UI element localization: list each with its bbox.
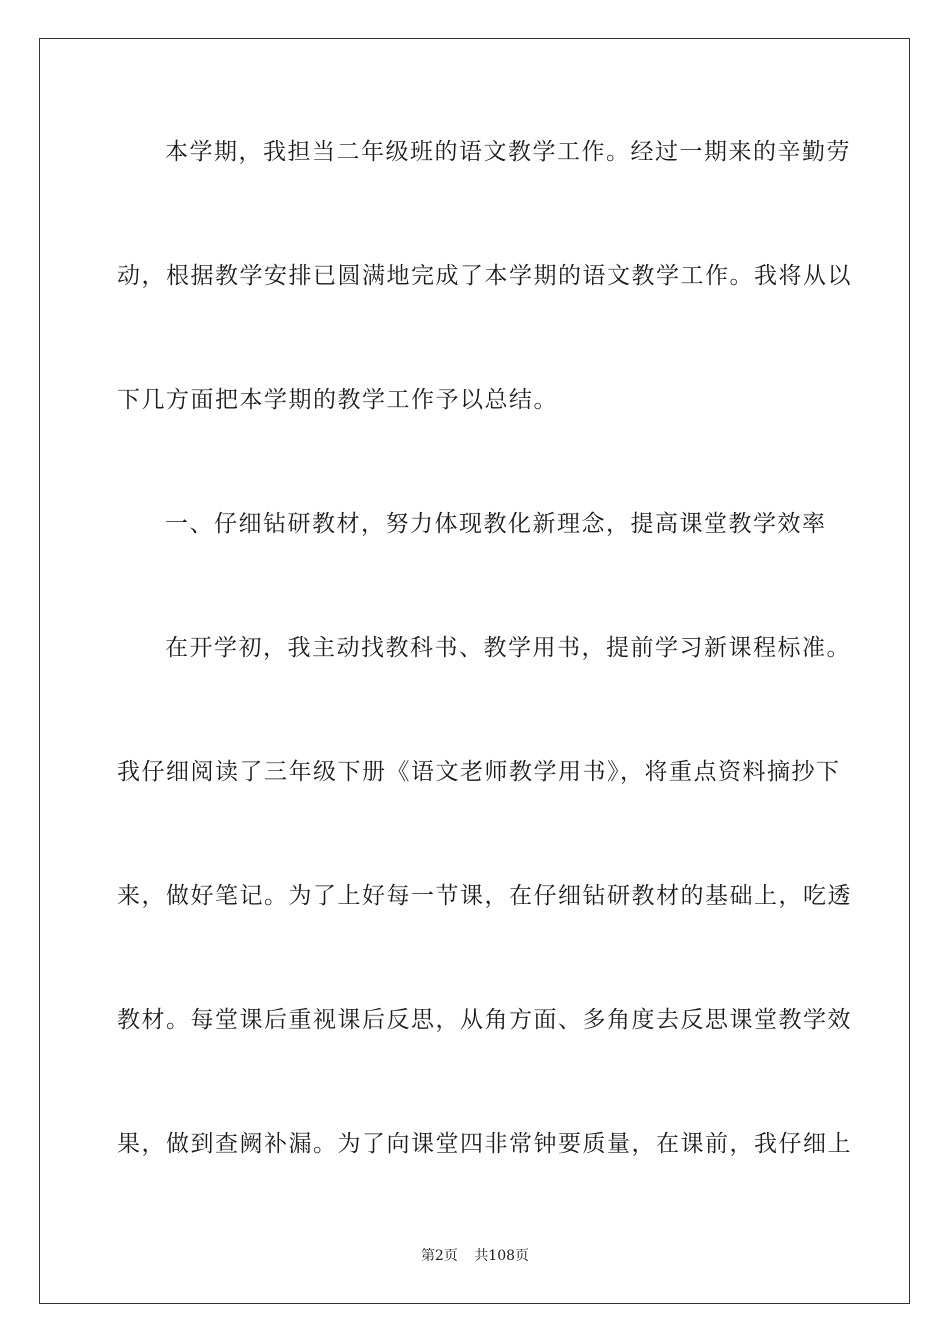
paragraph-2-line-2: 我仔细阅读了三年级下册《语文老师教学用书》，将重点资料摘抄下 xyxy=(117,759,841,785)
page-total: 共108页 xyxy=(474,1248,530,1264)
page-border xyxy=(39,38,910,1304)
page-number: 第2页 xyxy=(420,1248,458,1264)
paragraph-2-line-3: 来，做好笔记。为了上好每一节课，在仔细钻研教材的基础上，吃透 xyxy=(117,883,852,909)
paragraph-2-line-1: 在开学初，我主动找教科书、教学用书，提前学习新课程标准。 xyxy=(165,635,851,661)
page-footer xyxy=(0,1247,950,1265)
paragraph-2-line-4: 教材。每堂课后重视课后反思，从角方面、多角度去反思课堂教学效 xyxy=(117,1007,852,1033)
paragraph-1-line-3: 下几方面把本学期的教学工作予以总结。 xyxy=(117,387,558,413)
paragraph-1-line-1: 本学期，我担当二年级班的语文教学工作。经过一期来的辛勤劳 xyxy=(165,139,851,165)
paragraph-2-line-5: 果，做到查阙补漏。为了向课堂四非常钟要质量，在课前，我仔细上 xyxy=(117,1131,852,1157)
paragraph-1-line-2: 动，根据教学安排已圆满地完成了本学期的语文教学工作。我将从以 xyxy=(117,263,852,289)
section-heading: 一、仔细钻研教材，努力体现教化新理念，提高课堂教学效率 xyxy=(165,511,827,537)
